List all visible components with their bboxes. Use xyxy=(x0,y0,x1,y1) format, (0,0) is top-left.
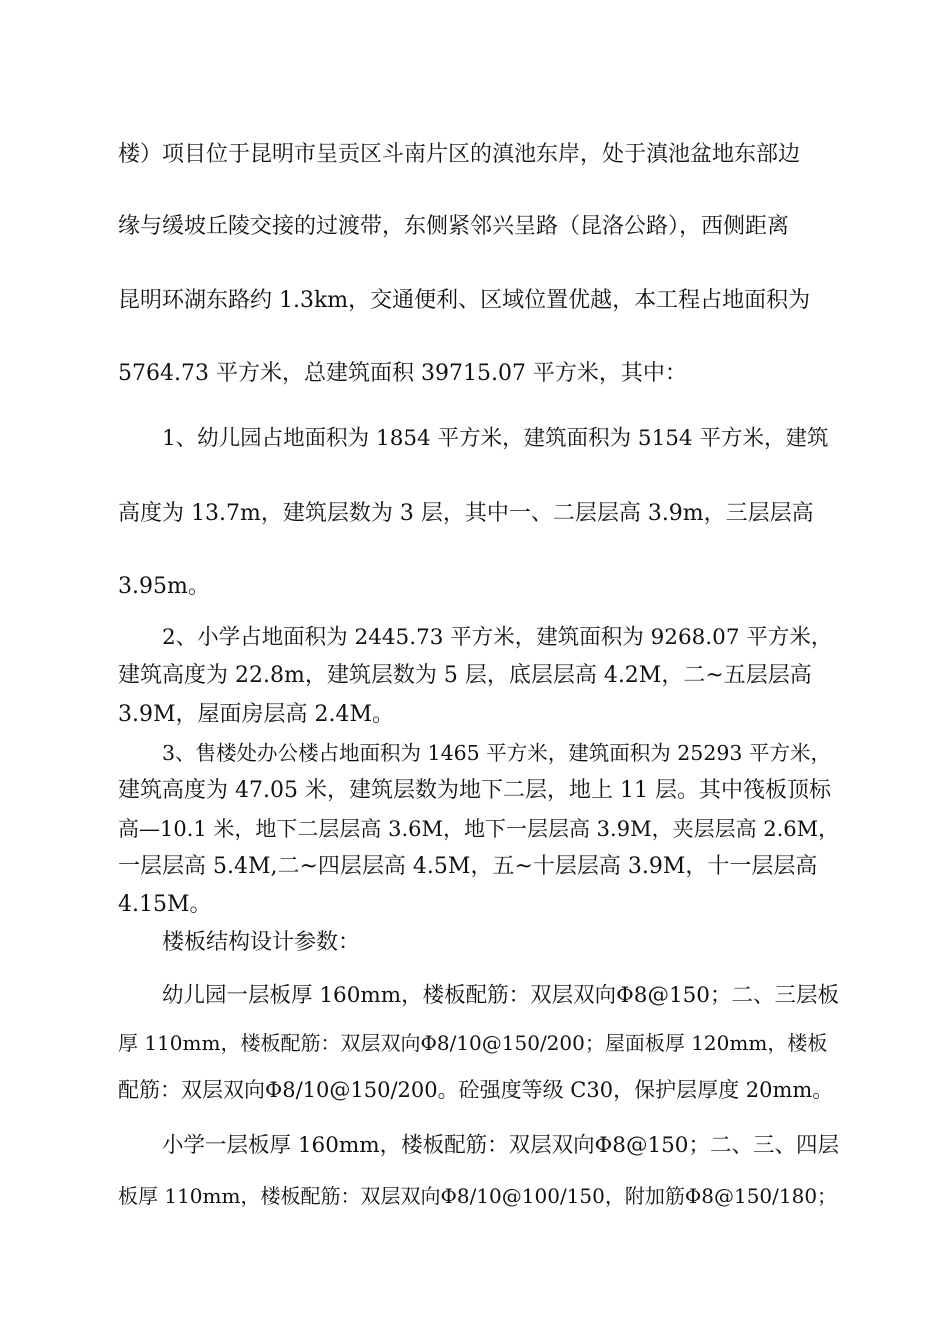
text-line: 3.95m。 xyxy=(118,574,210,599)
text-line: 板厚 110mm，楼板配筋：双层双向Φ8/10@100/150，附加筋Φ8@150/180； xyxy=(118,1184,838,1208)
text-line: 4.15M。 xyxy=(118,892,212,917)
text-line: 1、幼儿园占地面积为 1854 平方米，建筑面积为 5154 平方米，建筑 xyxy=(162,426,829,451)
text-line: 3、售楼处办公楼占地面积为 1465 平方米，建筑面积为 25293 平方米， xyxy=(162,741,831,765)
text-line: 缘与缓坡丘陵交接的过渡带，东侧紧邻兴呈路（昆洛公路），西侧距离 xyxy=(118,214,790,239)
text-line: 小学一层板厚 160mm，楼板配筋：双层双向Φ8@150；二、三、四层 xyxy=(162,1133,839,1158)
text-line: 3.9M，屋面房层高 2.4M。 xyxy=(118,702,395,727)
text-line: 高度为 13.7m，建筑层数为 3 层，其中一、二层层高 3.9m，三层层高 xyxy=(118,501,814,526)
text-line: 5764.73 平方米，总建筑面积 39715.07 平方米，其中： xyxy=(118,361,687,386)
text-line: 配筋：双层双向Φ8/10@150/200。砼强度等级 C30，保护层厚度 20mm。 xyxy=(118,1078,834,1102)
text-line: 楼板结构设计参数： xyxy=(162,930,361,955)
text-line: 2、小学占地面积为 2445.73 平方米，建筑面积为 9268.07 平方米， xyxy=(162,625,833,650)
text-line: 一层层高 5.4M,二~四层层高 4.5M，五~十层层高 3.9M，十一层层高 xyxy=(118,854,818,879)
text-line: 建筑高度为 22.8m，建筑层数为 5 层，底层层高 4.2M，二~五层层高 xyxy=(118,663,812,688)
text-line: 幼儿园一层板厚 160mm，楼板配筋：双层双向Φ8@150；二、三层板 xyxy=(162,983,839,1008)
text-line: 昆明环湖东路约 1.3km，交通便利、区域位置优越，本工程占地面积为 xyxy=(118,288,811,313)
text-line: 建筑高度为 47.05 米，建筑层数为地下二层，地上 11 层。其中筏板顶标 xyxy=(118,778,831,803)
text-line: 厚 110mm，楼板配筋：双层双向Φ8/10@150/200；屋面板厚 120mm，楼板 xyxy=(118,1031,828,1055)
text-line: 高—10.1 米，地下二层层高 3.6M，地下一层层高 3.9M，夹层层高 2.6M， xyxy=(118,817,840,841)
text-line: 楼）项目位于昆明市呈贡区斗南片区的滇池东岸，处于滇池盆地东部边 xyxy=(118,142,801,167)
